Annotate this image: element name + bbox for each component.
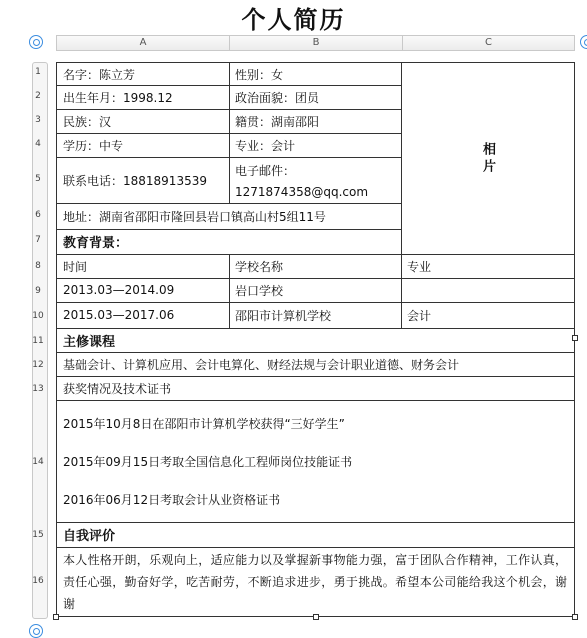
row-header-12[interactable]: 12 [32,360,44,370]
birth-cell[interactable]: 出生年月：1998.12 [56,85,230,110]
email-value: 1271874358@qq.com [235,184,369,199]
row-header-9[interactable]: 9 [35,286,41,296]
awards-heading[interactable]: 获奖情况及技术证书 [56,376,575,401]
edu-col-time[interactable]: 时间 [56,254,230,279]
column-header-b[interactable]: B [229,35,403,51]
row-header-15[interactable]: 15 [32,530,44,540]
edu-row-2-time[interactable]: 2015.03—2017.06 [56,302,230,329]
award-item: 2016年06月12日考取会计从业资格证书 [63,492,281,507]
edu-row-2-school[interactable]: 邵阳市计算机学校 [229,302,402,329]
gender-cell[interactable]: 性别：女 [229,62,402,86]
add-row-icon[interactable] [29,624,43,638]
photo-cell[interactable]: 相片 [401,62,575,255]
courses-heading[interactable]: 主修课程 [56,328,575,353]
education-heading[interactable]: 教育背景： [56,229,402,255]
award-item: 2015年10月8日在邵阳市计算机学校获得“三好学生” [63,416,345,431]
edu-col-major[interactable]: 专业 [401,254,575,279]
origin-cell[interactable]: 籍贯：湖南邵阳 [229,109,402,134]
edu-row-1-major[interactable] [401,278,575,303]
self-eval-heading[interactable]: 自我评价 [56,522,575,548]
row-header-2[interactable]: 2 [35,91,41,101]
name-cell[interactable]: 名字：陈立芳 [56,62,230,86]
row-header-7[interactable]: 7 [35,235,41,245]
column-header-c[interactable]: C [402,35,575,51]
edu-row-1-time[interactable]: 2013.03—2014.09 [56,278,230,303]
major-cell[interactable]: 专业：会计 [229,133,402,158]
selection-handle[interactable] [572,614,578,620]
address-cell[interactable]: 地址：湖南省邵阳市隆回县岩口镇高山村5组11号 [56,203,402,230]
row-header-11[interactable]: 11 [32,336,44,346]
politics-cell[interactable]: 政治面貌：团员 [229,85,402,110]
table-select-icon[interactable] [29,35,43,49]
education-cell[interactable]: 学历：中专 [56,133,230,158]
phone-cell[interactable]: 联系电话：18818913539 [56,157,230,204]
award-item: 2015年09月15日考取全国信息化工程师岗位技能证书 [63,454,353,469]
selection-handle[interactable] [572,335,578,341]
column-header-a[interactable]: A [56,35,230,51]
row-header-5[interactable]: 5 [35,174,41,184]
row-header-10[interactable]: 10 [32,311,44,321]
email-label: 电子邮件： [235,163,296,178]
row-header-16[interactable]: 16 [32,576,44,586]
row-header-3[interactable]: 3 [35,115,41,125]
row-header-1[interactable]: 1 [35,67,41,77]
row-header-13[interactable]: 13 [32,384,44,394]
document-title: 个人简历 [241,5,346,34]
email-cell[interactable] [229,157,402,204]
edu-col-school[interactable]: 学校名称 [229,254,402,279]
self-eval-cell[interactable]: 本人性格开朗，乐观向上，适应能力以及掌握新事物能力强，富于团队合作精神，工作认真，责任心强，勤奋好学，吃苦耐劳，不断追求进步，勇于挑战。希望本公司能给我这个机会，谢谢 [56,547,575,617]
edu-row-1-school[interactable]: 岩口学校 [229,278,402,303]
awards-cell[interactable] [56,400,575,523]
add-column-icon[interactable] [580,35,587,49]
courses-cell[interactable]: 基础会计、计算机应用、会计电算化、财经法规与会计职业道德、财务会计 [56,352,575,377]
selection-handle[interactable] [313,614,319,620]
row-header-6[interactable]: 6 [35,210,41,220]
edu-row-2-major[interactable]: 会计 [401,302,575,329]
ethnicity-cell[interactable]: 民族：汉 [56,109,230,134]
row-header-8[interactable]: 8 [35,261,41,271]
row-header-14[interactable]: 14 [32,457,44,467]
row-header-4[interactable]: 4 [35,139,41,149]
selection-handle[interactable] [53,614,59,620]
